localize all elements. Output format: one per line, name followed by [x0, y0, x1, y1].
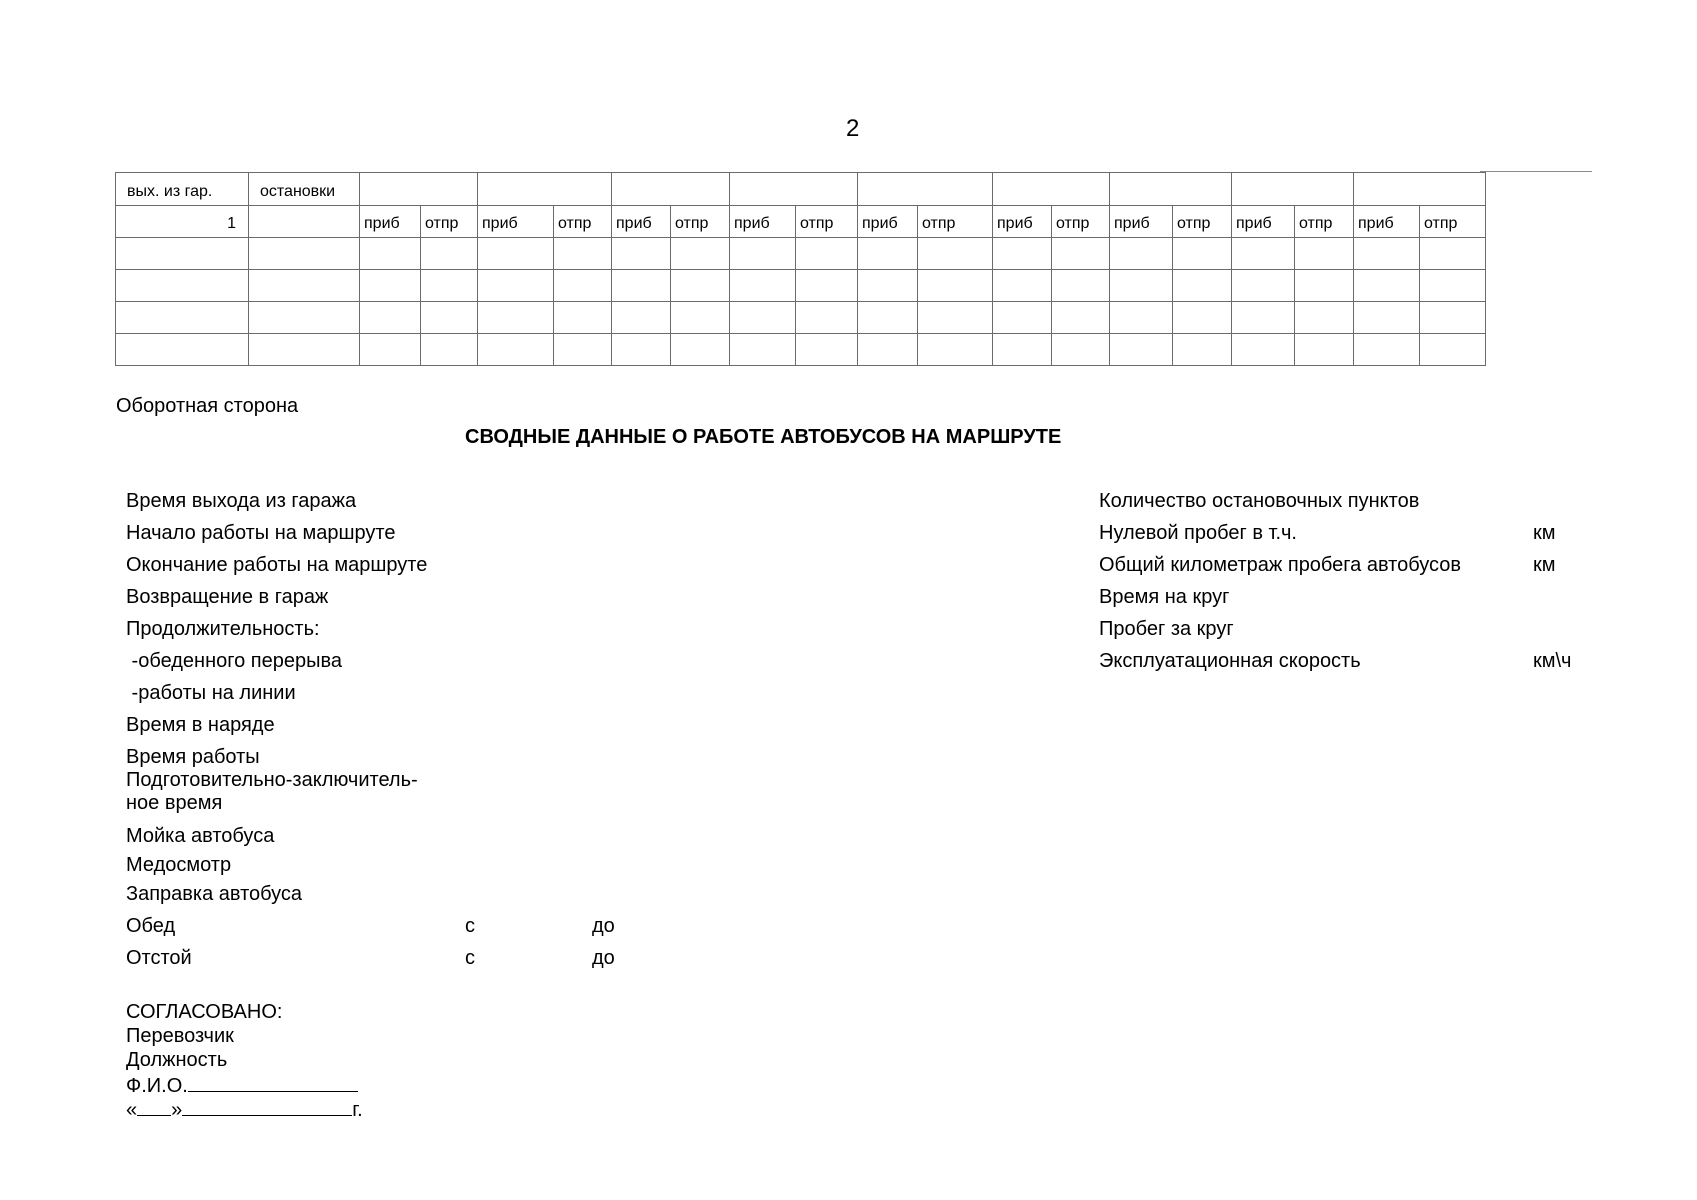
table-cell[interactable] — [1173, 334, 1232, 366]
page-number: 2 — [846, 115, 860, 142]
right-item: Нулевой пробег в т.ч. — [1099, 522, 1297, 544]
approval-fio — [126, 1073, 358, 1098]
table-cell[interactable] — [918, 270, 993, 302]
subheader-cell-number: 1 — [116, 206, 249, 238]
table-cell[interactable] — [1232, 270, 1295, 302]
subheader-cell-blank — [249, 206, 360, 238]
left-item: -обеденного перерыва — [126, 650, 343, 672]
lunch-to: до — [592, 915, 615, 937]
table-cell[interactable] — [360, 270, 421, 302]
table-cell[interactable] — [612, 334, 671, 366]
table-cell[interactable] — [249, 238, 360, 270]
table-cell[interactable] — [1295, 270, 1354, 302]
table-cell[interactable] — [612, 302, 671, 334]
left-item: ное время — [126, 792, 223, 814]
table-cell[interactable] — [554, 302, 612, 334]
left-item: Продолжительность: — [126, 618, 320, 640]
table-cell[interactable] — [918, 238, 993, 270]
table-cell[interactable] — [249, 270, 360, 302]
table-cell[interactable] — [1110, 238, 1173, 270]
table-cell[interactable] — [858, 270, 918, 302]
table-cell[interactable] — [993, 270, 1052, 302]
table-cell[interactable] — [1052, 334, 1110, 366]
table-cell[interactable] — [1110, 334, 1173, 366]
table-cell[interactable] — [421, 334, 478, 366]
table-cell[interactable] — [671, 334, 730, 366]
left-item: Возвращение в гараж — [126, 586, 329, 608]
header-cell-blank — [1232, 173, 1354, 206]
left-item: Время в наряде — [126, 714, 275, 736]
table-cell[interactable] — [1295, 238, 1354, 270]
arrival-header: приб — [858, 206, 918, 238]
table-cell[interactable] — [1420, 334, 1486, 366]
table-cell[interactable] — [1232, 238, 1295, 270]
table-cell[interactable] — [730, 302, 796, 334]
table-cell[interactable] — [993, 334, 1052, 366]
standby-label: Отстой — [126, 947, 192, 969]
approval-heading: СОГЛАСОВАНО: — [126, 1001, 283, 1023]
lunch-from: с — [465, 915, 475, 937]
table-cell[interactable] — [1052, 238, 1110, 270]
table-cell[interactable] — [1420, 302, 1486, 334]
table-cell[interactable] — [612, 270, 671, 302]
table-cell[interactable] — [858, 334, 918, 366]
header-cell-blank — [478, 173, 612, 206]
right-item: Эксплуатационная скорость — [1099, 650, 1361, 672]
right-item: Время на круг — [1099, 586, 1230, 608]
departure-header: отпр — [671, 206, 730, 238]
table-cell[interactable] — [730, 238, 796, 270]
header-cell-stops: остановки — [249, 173, 360, 206]
unit-label: км — [1533, 522, 1556, 544]
table-cell[interactable] — [1173, 302, 1232, 334]
table-cell[interactable] — [421, 302, 478, 334]
approval-position: Должность — [126, 1049, 228, 1071]
departure-header: отпр — [1052, 206, 1110, 238]
table-cell[interactable] — [671, 302, 730, 334]
table-cell[interactable] — [1232, 302, 1295, 334]
table-cell[interactable] — [249, 302, 360, 334]
right-item: Количество остановочных пунктов — [1099, 490, 1420, 512]
table-cell[interactable] — [1110, 270, 1173, 302]
table-cell[interactable] — [796, 334, 858, 366]
table-cell[interactable] — [671, 238, 730, 270]
table-cell[interactable] — [918, 334, 993, 366]
arrival-header: приб — [993, 206, 1052, 238]
left-item: Время работы — [126, 746, 260, 768]
arrival-header: приб — [1110, 206, 1173, 238]
departure-header: отпр — [1420, 206, 1486, 238]
table-cell[interactable] — [116, 302, 249, 334]
table-cell[interactable] — [478, 302, 554, 334]
table-cell[interactable] — [796, 302, 858, 334]
table-cell[interactable] — [478, 270, 554, 302]
table-cell[interactable] — [858, 238, 918, 270]
fio-label: Ф.И.О. — [126, 1075, 188, 1097]
table-cell[interactable] — [421, 270, 478, 302]
header-cell-exit: вых. из гар. — [116, 173, 249, 206]
left-item: Подготовительно-заключитель- — [126, 769, 418, 791]
departure-header: отпр — [1295, 206, 1354, 238]
standby-to: до — [592, 947, 615, 969]
header-cell-blank — [1354, 173, 1486, 206]
table-row — [116, 302, 1486, 334]
table-cell[interactable] — [249, 334, 360, 366]
table-cell[interactable] — [1173, 238, 1232, 270]
table-cell[interactable] — [1354, 302, 1420, 334]
table-cell[interactable] — [612, 238, 671, 270]
header-cell-blank — [858, 173, 993, 206]
table-cell[interactable] — [796, 238, 858, 270]
table-cell[interactable] — [554, 334, 612, 366]
left-item: Начало работы на маршруте — [126, 522, 396, 544]
table-cell[interactable] — [1173, 270, 1232, 302]
arrival-header: приб — [730, 206, 796, 238]
arrival-header: приб — [360, 206, 421, 238]
approval-date: « » г. — [126, 1099, 363, 1121]
table-cell[interactable] — [1354, 270, 1420, 302]
departure-header: отпр — [1173, 206, 1232, 238]
header-cell-blank — [993, 173, 1110, 206]
table-cell[interactable] — [1052, 302, 1110, 334]
table-cell[interactable] — [671, 270, 730, 302]
table-cell[interactable] — [360, 302, 421, 334]
table-cell[interactable] — [554, 270, 612, 302]
right-item: Общий километраж пробега автобусов — [1099, 554, 1461, 576]
table-cell[interactable] — [360, 238, 421, 270]
table-cell[interactable] — [116, 238, 249, 270]
left-item: Окончание работы на маршруте — [126, 554, 428, 576]
lunch-label: Обед — [126, 915, 176, 937]
table-cell[interactable] — [1420, 238, 1486, 270]
left-item: -работы на линии — [126, 682, 296, 704]
standby-from: с — [465, 947, 475, 969]
approval-carrier: Перевозчик — [126, 1025, 234, 1047]
arrival-header: приб — [1354, 206, 1420, 238]
reverse-side-label: Оборотная сторона — [116, 395, 299, 417]
unit-label: км\ч — [1533, 650, 1572, 672]
table-cell[interactable] — [730, 334, 796, 366]
left-item: Заправка автобуса — [126, 883, 303, 905]
table-cell[interactable] — [918, 302, 993, 334]
table-cell[interactable] — [360, 334, 421, 366]
table-cell[interactable] — [1052, 270, 1110, 302]
arrival-header: приб — [1232, 206, 1295, 238]
table-row — [116, 334, 1486, 366]
header-cell-blank — [1110, 173, 1232, 206]
table-cell[interactable] — [730, 270, 796, 302]
date-month-line[interactable] — [182, 1097, 352, 1116]
fio-signature-line[interactable] — [188, 1073, 358, 1092]
table-cell[interactable] — [554, 238, 612, 270]
header-cell-blank — [730, 173, 858, 206]
schedule-table — [115, 172, 1486, 366]
table-row — [116, 270, 1486, 302]
header-cell-blank — [360, 173, 478, 206]
table-cell[interactable] — [1110, 302, 1173, 334]
table-cell[interactable] — [1295, 334, 1354, 366]
table-cell[interactable] — [993, 238, 1052, 270]
table-extension-line — [1480, 171, 1592, 172]
departure-header: отпр — [918, 206, 993, 238]
table-cell[interactable] — [421, 238, 478, 270]
arrival-header: приб — [478, 206, 554, 238]
left-item: Мойка автобуса — [126, 825, 275, 847]
left-item: Время выхода из гаража — [126, 490, 357, 512]
table-cell[interactable] — [858, 302, 918, 334]
table-header-row — [116, 173, 1486, 206]
table-cell[interactable] — [116, 334, 249, 366]
table-cell[interactable] — [116, 270, 249, 302]
date-day-line[interactable] — [137, 1097, 171, 1116]
table-cell[interactable] — [993, 302, 1052, 334]
header-cell-blank — [612, 173, 730, 206]
departure-header: отпр — [554, 206, 612, 238]
table-cell[interactable] — [1232, 334, 1295, 366]
table-cell[interactable] — [1354, 238, 1420, 270]
table-cell[interactable] — [478, 334, 554, 366]
right-item: Пробег за круг — [1099, 618, 1234, 640]
table-cell[interactable] — [1420, 270, 1486, 302]
departure-header: отпр — [796, 206, 858, 238]
table-cell[interactable] — [796, 270, 858, 302]
arrival-header: приб — [612, 206, 671, 238]
table-cell[interactable] — [1295, 302, 1354, 334]
page-title: СВОДНЫЕ ДАННЫЕ О РАБОТЕ АВТОБУСОВ НА МАРШРУТЕ — [465, 426, 1062, 448]
table-subheader-row — [116, 206, 1486, 238]
unit-label: км — [1533, 554, 1556, 576]
table-cell[interactable] — [478, 238, 554, 270]
departure-header: отпр — [421, 206, 478, 238]
table-row — [116, 238, 1486, 270]
left-item: Медосмотр — [126, 854, 232, 876]
table-cell[interactable] — [1354, 334, 1420, 366]
